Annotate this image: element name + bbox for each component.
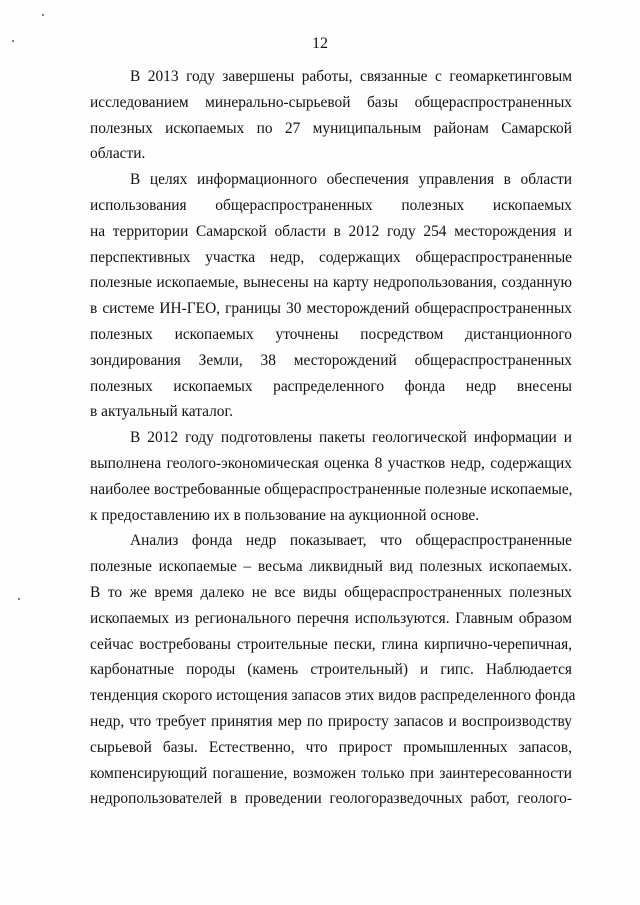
paragraph [90,528,576,812]
scan-speck [18,598,20,600]
paragraph [90,425,572,528]
text-line: перспективных участка недр, содержащих общераспространенные [90,248,572,266]
text-line: В то же время далеко не все виды общераспространенных полезных [90,583,572,601]
page-number: 12 [312,35,328,52]
text-line: к предоставлению их в пользование на аукционной основе. [90,506,480,524]
text-line: полезных ископаемых по 27 муниципальным районам Самарской [90,119,572,137]
body-text [90,64,576,812]
text-line: использования общераспространенных полезных ископаемых [90,196,572,214]
text-line: наиболее востребованные общераспространенные полезные ископаемые, [90,480,573,498]
text-line: В 2013 году завершены работы, связанные с геомаркетинговым [130,68,572,85]
text-line: Анализ фонда недр показывает, что общераспространенные [130,532,572,550]
scan-speck [42,14,44,16]
text-line: полезные ископаемые – весьма ликвидный вид полезных ископаемых. [90,558,572,576]
text-line: в актуальный каталог. [90,403,233,421]
paragraph [90,167,572,425]
text-line: сейчас востребованы строительные пески, глина кирпично-черепичная, [90,635,572,653]
text-line: недр, что требует принятия мер по приросту запасов и воспроизводству [90,712,572,730]
text-line: компенсирующий погашение, возможен только при заинтересованности [90,764,572,782]
paragraph [90,64,572,167]
text-line: тенденция скорого истощения запасов этих видов распределенного фонда [90,687,576,705]
text-line: недропользователей в проведении геологоразведочных работ, геолого- [90,790,572,808]
text-line: сырьевой базы. Естественно, что прирост промышленных запасов, [90,738,572,756]
text-line: зондирования Земли, 38 месторождений общераспространенных [90,351,572,369]
text-line: выполнена геолого-экономическая оценка 8 участков недр, содержащих [90,454,572,472]
text-line: полезных ископаемых уточнены посредством дистанционного [90,325,572,343]
text-line: карбонатные породы (камень строительный) и гипс. Наблюдается [90,661,572,679]
text-line: в системе ИН-ГЕО, границы 30 месторождений общераспространенных [90,300,572,318]
text-line: исследованием минерально-сырьевой базы общераспространенных [90,93,572,111]
text-line: полезных ископаемых распределенного фонда недр внесены [90,377,572,395]
text-line: ископаемых из регионального перечня используются. Главным образом [90,609,572,627]
text-line: В целях информационного обеспечения управления в области [130,171,572,189]
text-line: В 2012 году подготовлены пакеты геологической информации и [130,429,572,447]
text-line: области. [90,145,146,163]
text-line: на территории Самарской области в 2012 году 254 месторождения и [90,222,572,240]
text-line: полезные ископаемые, вынесены на карту недропользования, созданную [90,274,572,292]
